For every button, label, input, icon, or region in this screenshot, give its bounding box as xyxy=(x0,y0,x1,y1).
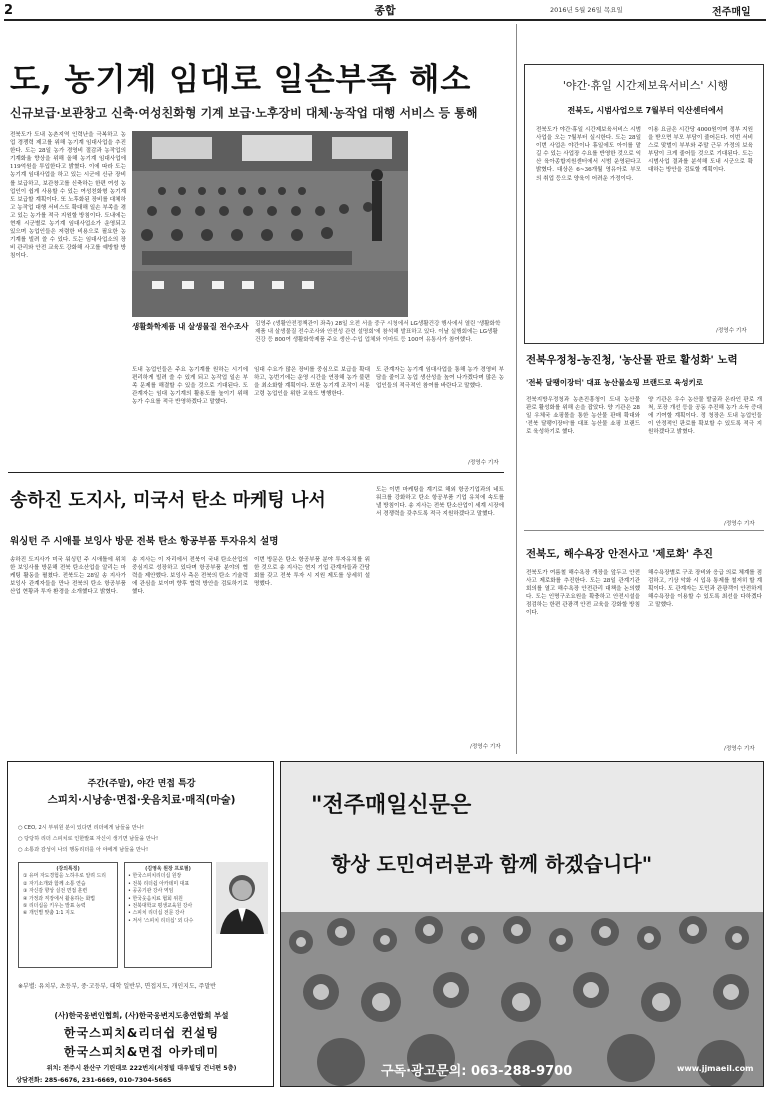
ad-features-box xyxy=(18,862,118,968)
sidebar2-subtitle: '전북 달팽이장터' 대표 농산물쇼핑 브랜드로 육성키로 xyxy=(526,378,704,387)
section-label: 종합 xyxy=(374,4,396,17)
ad-center-1: 한국스피치&리더쉽 컨설팅 xyxy=(63,1026,220,1040)
instructor-portrait xyxy=(216,862,268,934)
story-divider xyxy=(8,472,504,473)
story2-body-c1: 송하진 도지사가 미국 워싱턴 주 시애틀에 위치한 보잉사를 방문해 전북 탄소산업을 알리는 마케팅 활동을 펼쳤다. 전북도는 28일 송 지사가 보잉사 관계자들을 만나 전북의 탄소 항공부품 산업 현황과 투자 환경을 소개했다고 밝혔다. xyxy=(10,557,126,596)
issue-date: 2016년 5월 26일 목요일 xyxy=(550,6,623,14)
main-body-c3: 도 관계자는 농기계 임대사업을 통해 농가 경영비 부담을 줄이고 농업 생산성을 높여 나가겠다며 많은 농업인들의 적극적인 참여를 바란다고 말했다. xyxy=(376,367,504,390)
sidebar1-byline: /정영수 기자 xyxy=(716,328,747,334)
ad-bullet: ○ 소통과 감성이 나의 행동리더를 아 야에게 남들을 만나! xyxy=(18,847,149,853)
story2-byline: /정영수 기자 xyxy=(470,744,501,750)
ad-features-heading: (강의특징) xyxy=(56,866,80,872)
conference-photo xyxy=(132,131,408,317)
photo-caption: 김영주 (생활안전정책관이 좌측) 28일 오전 서울 중구 시청에서 LG생활건강 행사에서 열린 '생활화학제품 내 살생물질 전수조사와 안전성 관련 설명회'에 참석해 발표하고 있다. 이날 실행회에는 LG생활건강 등 800여 생활화학제품 주요 생산·수입 업체와 이마트 등 100여 유통사가 참여했다. xyxy=(255,321,501,344)
ad-feature: ⑥ 개인별 맞춤 1:1 지도 xyxy=(23,910,75,917)
story2-body-c3: 이번 방문은 탄소 항공부품 분야 투자유치를 위한 것으로 송 지사는 현지 기업 관계자들과 간담회를 갖고 전북 투자 시 지원 제도를 상세히 설명했다. xyxy=(254,557,370,588)
sidebar2-headline: 전북우정청-농진청, '농산물 판로 활성화' 노력 xyxy=(526,354,738,366)
ad-feature: ⑤ 리더십을 키우는 발표 능력 xyxy=(23,903,86,910)
ad-profile-line: • 한국웃음치료 협회 위원 xyxy=(128,895,183,902)
ad-profile-line: • 한국스피치리더십 원장 xyxy=(128,873,182,880)
sidebar3-body-right: 해수욕장별로 구조 장비와 응급 의료 체계를 점검하고, 기상 악화 시 입욕 통제를 철저히 할 계획이다. 도 관계자는 도민과 관광객이 안전하게 해수욕장을 이용할 수 있도록 최선을 다하겠다고 말했다. xyxy=(648,570,762,609)
ad-center-2: 한국스피치&면접 아카데미 xyxy=(63,1045,220,1059)
column-divider xyxy=(516,24,517,754)
ad-location: 위치: 전주시 완산구 기린대로 222번지(서정빌 대우빌딩 건너편 5층) xyxy=(46,1065,237,1072)
main-body-c1: 도내 농업인들은 주요 농기계를 원하는 시기에 편리하게 빌려 쓸 수 있게 되고 농작업 일손 부족 문제를 해결할 수 있을 것으로 기대된다. 도 관계자는 임대 농기계의 활용도를 높이기 위해 농가 수요를 적극 반영하겠다고 말했다. xyxy=(132,367,248,406)
photo-caption-lead: 생활화학제품 내 살생물질 전수조사 xyxy=(132,322,249,331)
ad-feature: ④ 가정과 직장에서 활용하는 화법 xyxy=(23,895,96,902)
main-body-c2: 임대 수요가 많은 장비를 중심으로 보급을 확대하고, 농번기에는 운영 시간을 연장해 농가 불편을 최소화할 계획이다. 또한 농기계 조작이 서툰 고령 농업인을 위한 교육도 병행한다. xyxy=(254,367,370,398)
ad-contact: 상담전화: 285-6676, 231-6669, 010-7304-5665 xyxy=(16,1077,172,1084)
sidebar1-body-left: 전북도가 야간·휴일 시간제보육서비스 시범사업을 오는 7월부터 실시한다. 도는 28일 이번 사업은 야간이나 휴일에도 아이를 맡길 수 있는 사업장 수요를 반영한 것으로 익산 육아종합지원센터에서 시범 운영된다고 밝혔다. 대상은 6~36개월 영유아로 부모의 취업 등으로 양육이 어려운 가정이다. xyxy=(536,127,641,182)
sidebar1-body-right: 이용 요금은 시간당 4000원이며 정부 지원을 받으면 부모 부담이 줄어든다. 이번 서비스로 맞벌이 부부와 주말 근무 가정의 보육 부담이 크게 줄어들 것으로 기대된다. 도는 시범사업 결과를 분석해 도내 시군으로 확대하는 방안을 검토할 계획이다. xyxy=(648,127,753,174)
ad-slogan-line-1: "전주매일신문은 xyxy=(311,792,472,818)
ad-feature: ② 자기소개와 함께 소통 연습 xyxy=(23,880,86,887)
speech-academy-ad xyxy=(7,761,274,1087)
sidebar3-body-left: 전북도가 여름철 해수욕장 개장을 앞두고 안전사고 제로화를 추진한다. 도는 28일 관계기관 회의를 열고 해수욕장 안전관리 대책을 논의했다. 도는 인명구조요원을 확충하고 안전시설을 점검하는 한편 관광객 안전 교육을 강화할 방침이다. xyxy=(526,570,640,617)
header-rule xyxy=(4,19,766,21)
sidebar-divider xyxy=(524,530,764,531)
sidebar2-body-left: 전북지방우정청과 농촌진흥청이 도내 농산물 판로 활성화를 위해 손을 잡았다. 양 기관은 28일 우체국 쇼핑몰을 통한 농산물 판매 확대와 '전북 달팽이장터'를 대표 농산물 쇼핑 브랜드로 육성하기로 했다. xyxy=(526,397,640,436)
main-byline: /정영수 기자 xyxy=(468,460,499,466)
story2-body-c4: 도는 이번 마케팅을 계기로 해외 항공기업과의 네트워크를 강화하고 탄소 항공부품 기업 유치에 속도를 낼 방침이다. 송 지사는 전북 탄소산업이 세계 시장에서 경쟁력을 갖추도록 적극 지원하겠다고 말했다. xyxy=(376,487,504,518)
ad-organization: (사)한국웅변인협회, (사)한국웅변지도총연합회 부설 xyxy=(54,1011,229,1020)
ad-target-groups: ※부별: 유치부, 초등부, 중·고등부, 대학 일반부, 면접지도, 개인지도, 주말반 xyxy=(18,983,216,990)
main-body-left: 전북도가 도내 농촌지역 인력난을 극복하고 농업 경쟁력 제고를 위해 농기계 임대사업을 추진한다. 도는 28일 농가 경영비 절감과 농작업의 기계화율 향상을 위해 올해 농기계 임대사업에 119억원을 투입한다고 밝혔다. 이에 따라 도는 농기계 임대사업을 하고 있는 시군에 신규 장비를 보급하고, 보관창고를 신축하는 한편 여성 농업인이 쉽게 사용할 수 있는 여성친화형 농기계도 보급할 계획이다. 또 노후화된 장비를 대체하고 농작업 대행 서비스도 확대해 일손 부족을 겪고 있는 농가를 적극 지원할 방침이다. 도내에는 현재 시군별로 농기계 임대사업소가 운영되고 있으며 농업인들은 저렴한 비용으로 필요한 농기계를 빌려 쓸 수 있다. 도는 임대사업소의 장비 관리와 안전 교육도 강화해 사고를 예방할 방침이다. xyxy=(10,132,126,260)
ad-subscription-contact: 구독·광고문의: 063-288-9700 xyxy=(381,1064,573,1079)
main-subhead: 신규보급·보관창고 신축·여성친화형 기계 보급·노후장비 대체·농작업 대행 서비스 등 통해 xyxy=(10,106,478,120)
ad-profile-box xyxy=(124,862,212,968)
ad-website[interactable]: www.jjmaeil.com xyxy=(677,1064,754,1073)
ad-profile-line: • 전북 리더쉽 아카데미 대표 xyxy=(128,880,190,887)
sidebar3-headline: 전북도, 해수욕장 안전사고 '제로화' 추진 xyxy=(526,548,713,560)
ad-tag: 주간(주말), 야간 면접 특강 xyxy=(87,779,196,789)
ad-bullet: ○ CEO, 2시 부위원 분이 있다면 리더에게 남들을 만나! xyxy=(18,825,144,831)
ad-profile-heading: (김영욱 원장 프로필) xyxy=(145,866,191,872)
sidebar1-title: '야간·휴일 시간제보육서비스' 시행 xyxy=(562,79,729,92)
ad-profile-line: • 공공기관 강사 역임 xyxy=(128,888,174,895)
sidebar1-subtitle: 전북도, 시범사업으로 7월부터 익산센터에서 xyxy=(567,106,724,115)
sidebar3-byline: /정영수 기자 xyxy=(724,746,755,752)
story2-body-c2: 송 지사는 이 자리에서 전북이 국내 탄소산업의 중심지로 성장하고 있다며 항공부품 분야의 협력을 제안했다. 보잉사 측은 전북의 탄소 기술력에 관심을 보이며 향후 협력 방안을 검토하기로 했다. xyxy=(132,557,248,596)
ad-feature: ③ 자신감 향상 실전 면접 훈련 xyxy=(23,888,88,895)
ad-title: 스피치·시낭송·면접·웃음치료·매직(마술) xyxy=(47,794,236,806)
newspaper-promo-ad xyxy=(280,761,764,1087)
sidebar2-byline: /정영수 기자 xyxy=(724,521,755,527)
ad-feature: ① 유머 자도경험을 노하우로 알려 드리 xyxy=(23,873,107,880)
ad-profile-line: • 저서 '스피치 리더십' 외 다수 xyxy=(128,917,194,924)
main-headline: 도, 농기계 임대로 일손부족 해소 xyxy=(10,62,472,98)
ad-profile-line: • 전북대학교 평생교육원 강사 xyxy=(128,903,193,910)
ad-bullet: ○ 당당하 리더 스피치로 인한발표 자신이 생기면 남들을 만나! xyxy=(18,836,159,842)
page-number: 2 xyxy=(4,3,14,18)
ad-slogan-line-2: 항상 도민여러분과 함께 하겠습니다" xyxy=(331,852,653,876)
ad-profile-line: • 스피치 리더십 전문 강사 xyxy=(128,910,185,917)
story2-headline: 송하진 도지사, 미국서 탄소 마케팅 나서 xyxy=(10,490,326,511)
sidebar2-body-right: 양 기관은 우수 농산물 발굴과 온라인 판로 개척, 포장 개선 등을 공동 추진해 농가 소득 증대에 기여할 계획이다. 정 청장은 도내 농업인들이 안정적인 판로를 확보할 수 있도록 적극 지원하겠다고 밝혔다. xyxy=(648,397,762,436)
newspaper-name: 전주매일 xyxy=(712,7,751,18)
story2-subhead: 워싱턴 주 시애틀 보잉사 방문 전북 탄소 항공부품 투자유치 설명 xyxy=(10,536,279,547)
